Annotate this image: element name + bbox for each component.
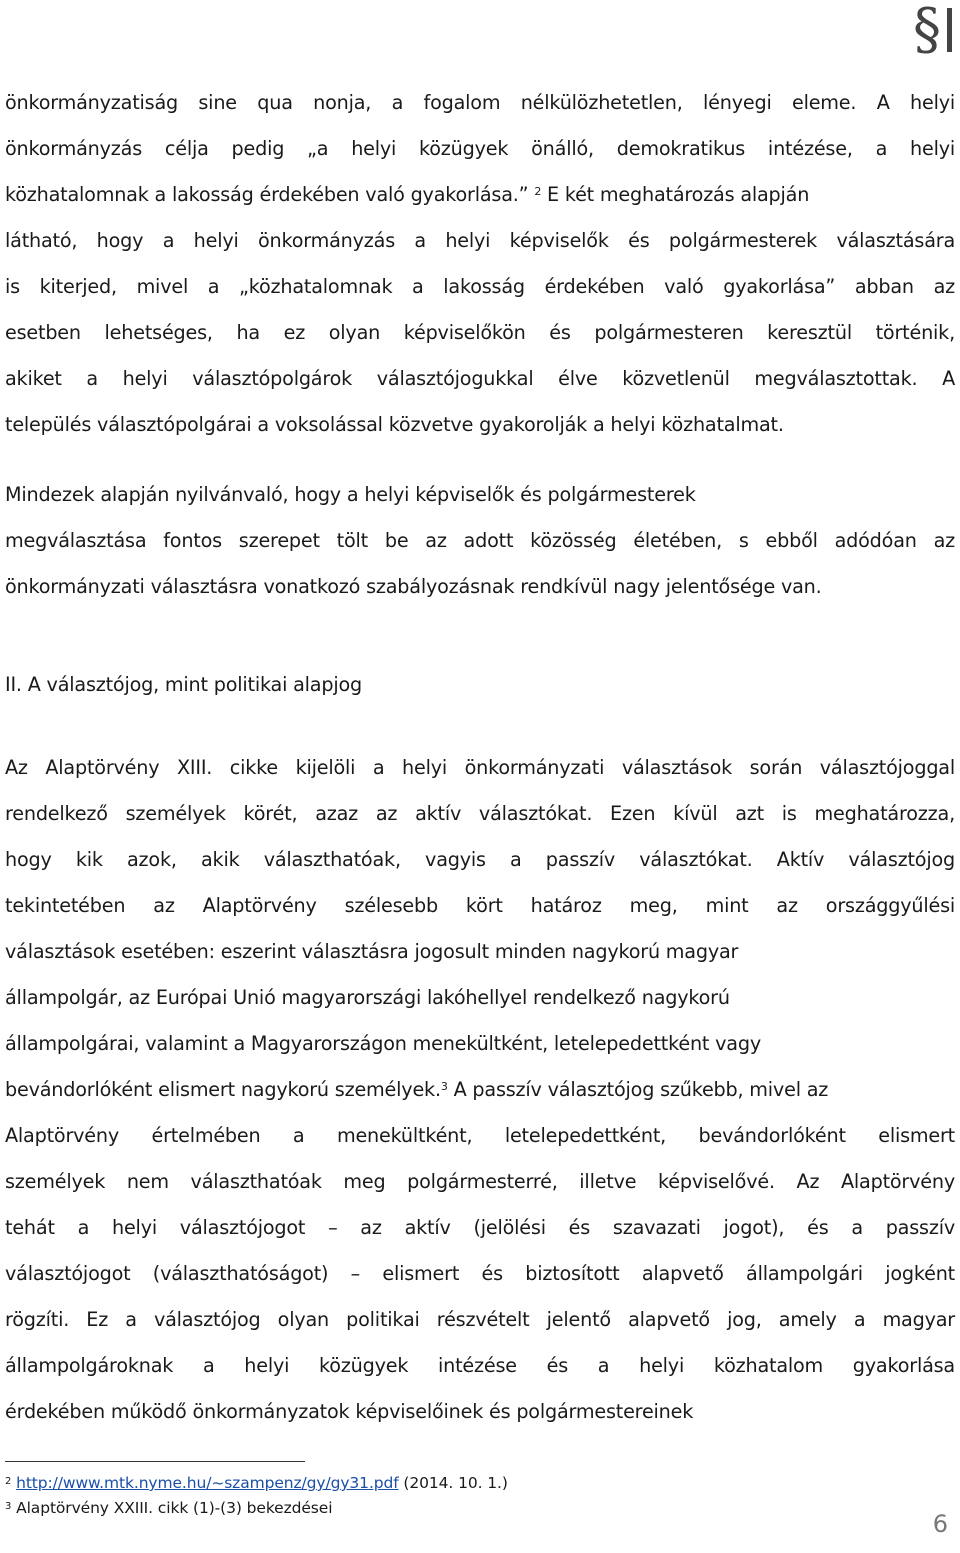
line-text: tehát a helyi választójogot – az aktív (jelölési és szavazati jogot), és a passzív xyxy=(5,1216,955,1239)
text-line xyxy=(5,518,955,564)
paragraph-1 xyxy=(5,80,955,448)
text-line xyxy=(5,356,955,402)
text-line xyxy=(5,1343,955,1389)
text-line xyxy=(5,564,955,610)
footnote-2 xyxy=(5,1472,508,1494)
text-line xyxy=(5,264,955,310)
line-text: választások esetében: eszerint választásra jogosult minden nagykorú magyar xyxy=(5,940,739,963)
text-line xyxy=(5,172,955,218)
line-text-part: E két meghatározás alapján xyxy=(547,183,810,206)
page-number: 6 xyxy=(932,1510,948,1538)
text-line xyxy=(5,1297,955,1343)
text-line xyxy=(5,218,955,264)
line-text: Az Alaptörvény XIII. cikke kijelöli a helyi önkormányzati választások során választójoggal xyxy=(5,756,955,779)
text-line xyxy=(5,310,955,356)
text-line xyxy=(5,1205,955,1251)
line-text-part: közhatalomnak a lakosság érdekében való gyakorlása.” xyxy=(5,183,529,206)
text-line xyxy=(5,472,955,518)
text-line xyxy=(5,1251,955,1297)
line-text: rögzíti. Ez a választójog olyan politikai részvételt jelentő alapvető jog, amely a magyar xyxy=(5,1308,955,1331)
section-logo xyxy=(904,0,952,62)
paragraph-3 xyxy=(5,745,955,1435)
line-text: állampolgárai, valamint a Magyarországon menekültként, letelepedettként vagy xyxy=(5,1032,761,1055)
footnote-3 xyxy=(5,1497,332,1519)
text-line xyxy=(5,402,955,448)
section-sign-icon: § xyxy=(913,0,941,62)
line-text: település választópolgárai a voksolással közvetve gyakorolják a helyi közhatalmat. xyxy=(5,413,784,436)
line-text: Mindezek alapján nyilvánvaló, hogy a helyi képviselők és polgármesterek xyxy=(5,483,696,506)
line-text: önkormányzás célja pedig „a helyi közügyek önálló, demokratikus intézése, a helyi xyxy=(5,137,955,160)
paragraph-2 xyxy=(5,472,955,610)
line-text: állampolgároknak a helyi közügyek intézése és a helyi közhatalom gyakorlása xyxy=(5,1354,955,1377)
line-text xyxy=(5,183,541,206)
line-text: akiket a helyi választópolgárok választójogukkal élve közvetlenül megválasztottak. A xyxy=(5,367,955,390)
text-line xyxy=(5,80,955,126)
line-text: esetben lehetséges, ha ez olyan képviselőkön és polgármesteren keresztül történik, xyxy=(5,321,955,344)
line-text: rendelkező személyek körét, azaz az aktív választókat. Ezen kívül azt is meghatározza, xyxy=(5,802,955,825)
text-line xyxy=(5,1159,955,1205)
footnote-number: 2 xyxy=(5,1476,12,1487)
section-heading: II. A választójog, mint politikai alapjog xyxy=(5,673,362,696)
line-text-part: A passzív választójog szűkebb, mivel az xyxy=(453,1078,829,1101)
footnote-ref-2[interactable]: 2 xyxy=(534,185,542,198)
line-text xyxy=(5,1078,448,1101)
footnote-date: (2014. 10. 1.) xyxy=(398,1474,508,1492)
line-text: hogy kik azok, akik választhatóak, vagyis a passzív választókat. Aktív választójog xyxy=(5,848,955,871)
logo-bar xyxy=(947,8,952,52)
line-text: látható, hogy a helyi önkormányzás a helyi képviselők és polgármesterek választására xyxy=(5,229,955,252)
line-text: Alaptörvény értelmében a menekültként, letelepedettként, bevándorlóként elismert xyxy=(5,1124,955,1147)
text-line xyxy=(5,126,955,172)
line-text: önkormányzatiság sine qua nonja, a fogalom nélkülözhetetlen, lényegi eleme. A helyi xyxy=(5,91,955,114)
footnote-link[interactable]: http://www.mtk.nyme.hu/~szampenz/gy/gy31.pdf xyxy=(16,1474,399,1492)
text-line xyxy=(5,883,955,929)
line-text: is kiterjed, mivel a „közhatalomnak a lakosság érdekében való gyakorlása” abban az xyxy=(5,275,955,298)
text-line xyxy=(5,791,955,837)
text-line xyxy=(5,1389,955,1435)
footnote-text: Alaptörvény XXIII. cikk (1)-(3) bekezdései xyxy=(16,1499,333,1517)
footnote-number: 3 xyxy=(5,1501,12,1512)
text-line xyxy=(5,1113,955,1159)
line-text: választójogot (választhatóságot) – elismert és biztosított alapvető állampolgári jogként xyxy=(5,1262,955,1285)
text-line xyxy=(5,975,955,1021)
line-text: személyek nem választhatóak meg polgármesterré, illetve képviselővé. Az Alaptörvény xyxy=(5,1170,955,1193)
text-line xyxy=(5,929,955,975)
text-line xyxy=(5,1067,955,1113)
text-line xyxy=(5,1021,955,1067)
footnote-divider xyxy=(5,1461,305,1462)
text-line xyxy=(5,745,955,791)
footnote-ref-3[interactable]: 3 xyxy=(440,1080,448,1093)
line-text: megválasztása fontos szerepet tölt be az adott közösség életében, s ebből adódóan az xyxy=(5,529,955,552)
line-text: tekintetében az Alaptörvény szélesebb kört határoz meg, mint az országgyűlési xyxy=(5,894,955,917)
line-text-part: bevándorlóként elismert nagykorú személyek. xyxy=(5,1078,441,1101)
line-text: érdekében működő önkormányzatok képviselőinek és polgármestereinek xyxy=(5,1400,694,1423)
text-line xyxy=(5,837,955,883)
line-text: önkormányzati választásra vonatkozó szabályozásnak rendkívül nagy jelentősége van. xyxy=(5,575,822,598)
line-text: állampolgár, az Európai Unió magyarországi lakóhellyel rendelkező nagykorú xyxy=(5,986,730,1009)
